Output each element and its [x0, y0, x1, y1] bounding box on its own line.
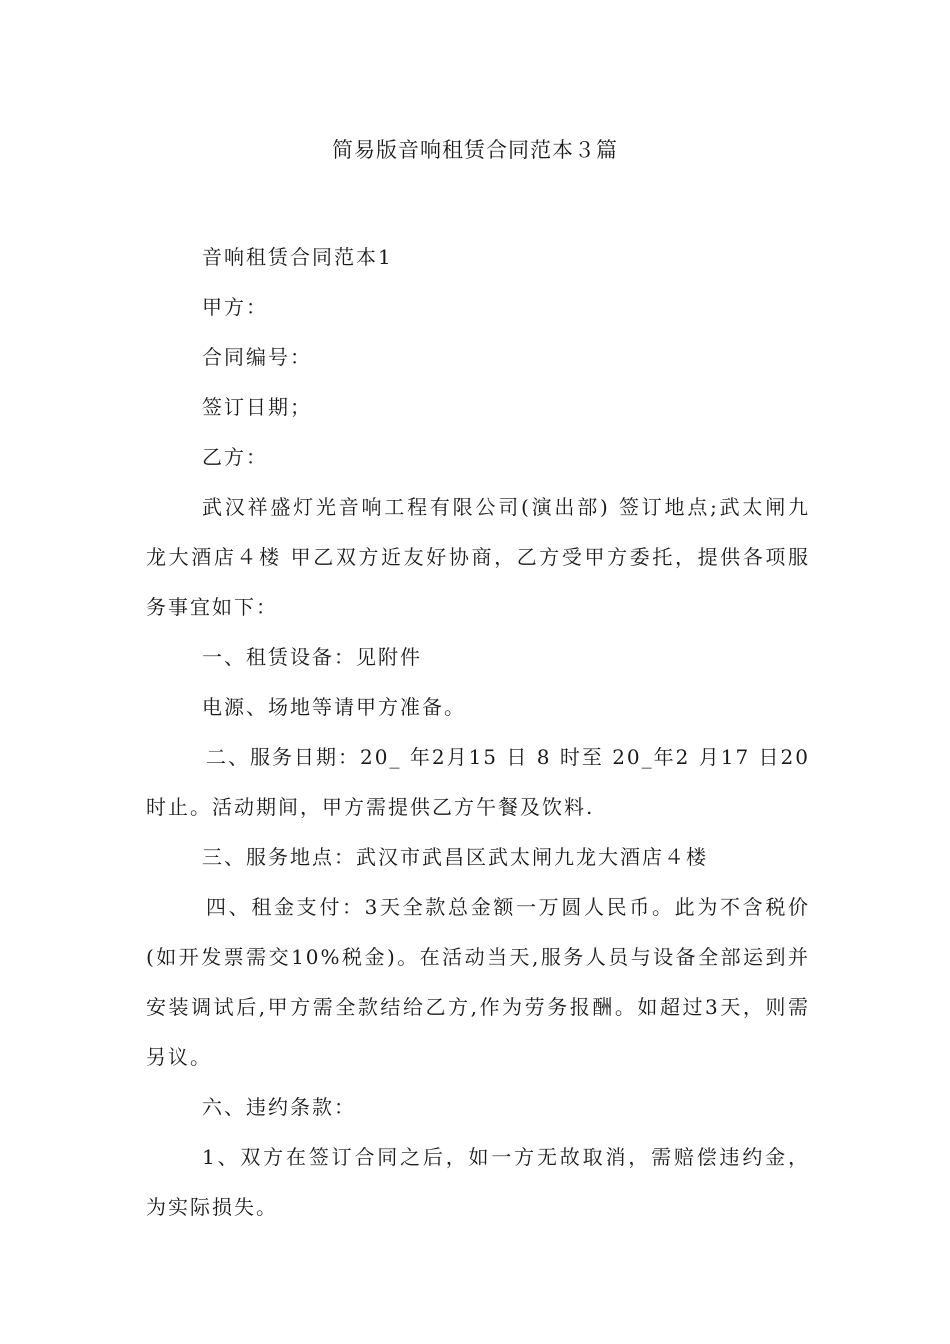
- paragraph-party-a: 甲方：: [202, 295, 268, 319]
- paragraph-signing-date: 签订日期；: [202, 395, 312, 419]
- paragraph-clause-payment: 四、租金支付：3天全款总金额一万圆人民币。此为不含税价(如开发票需交10%税金)。在活动当天,服务人员与设备全部运到并安装调试后,甲方需全款结给乙方,作为劳务报酬。如超过3天，则需另议。: [146, 895, 810, 1069]
- paragraph-clause-breach: 六、违约条款：: [202, 1095, 356, 1119]
- paragraph-power-venue: 电源、场地等请甲方准备。: [202, 695, 466, 719]
- document-title: 简易版音响租赁合同范本３篇: [332, 138, 618, 162]
- paragraph-clause-service-location: 三、服务地点：武汉市武昌区武太闸九龙大酒店４楼: [202, 845, 708, 869]
- document-body: [146, 232, 810, 1232]
- paragraph-breach-item-1: 1、双方在签订合同之后，如一方无故取消，需赔偿违约金，为实际损失。: [146, 1145, 810, 1219]
- paragraph-contract-heading: 音响租赁合同范本1: [202, 245, 393, 269]
- paragraph-clause-service-date: 二、服务日期：20_ 年2月15 日 8 时至 20_年2 月17 日20 时止。活动期间，甲方需提供乙方午餐及饮料.: [146, 745, 810, 819]
- paragraph-intro: 武汉祥盛灯光音响工程有限公司(演出部) 签订地点;武太闸九龙大酒店４楼 甲乙双方近友好协商，乙方受甲方委托，提供各项服务事宜如下：: [146, 495, 810, 619]
- paragraph-contract-number: 合同编号：: [202, 345, 312, 369]
- paragraph-party-b: 乙方：: [202, 445, 268, 469]
- paragraph-clause-equipment: 一、租赁设备：见附件: [202, 645, 422, 669]
